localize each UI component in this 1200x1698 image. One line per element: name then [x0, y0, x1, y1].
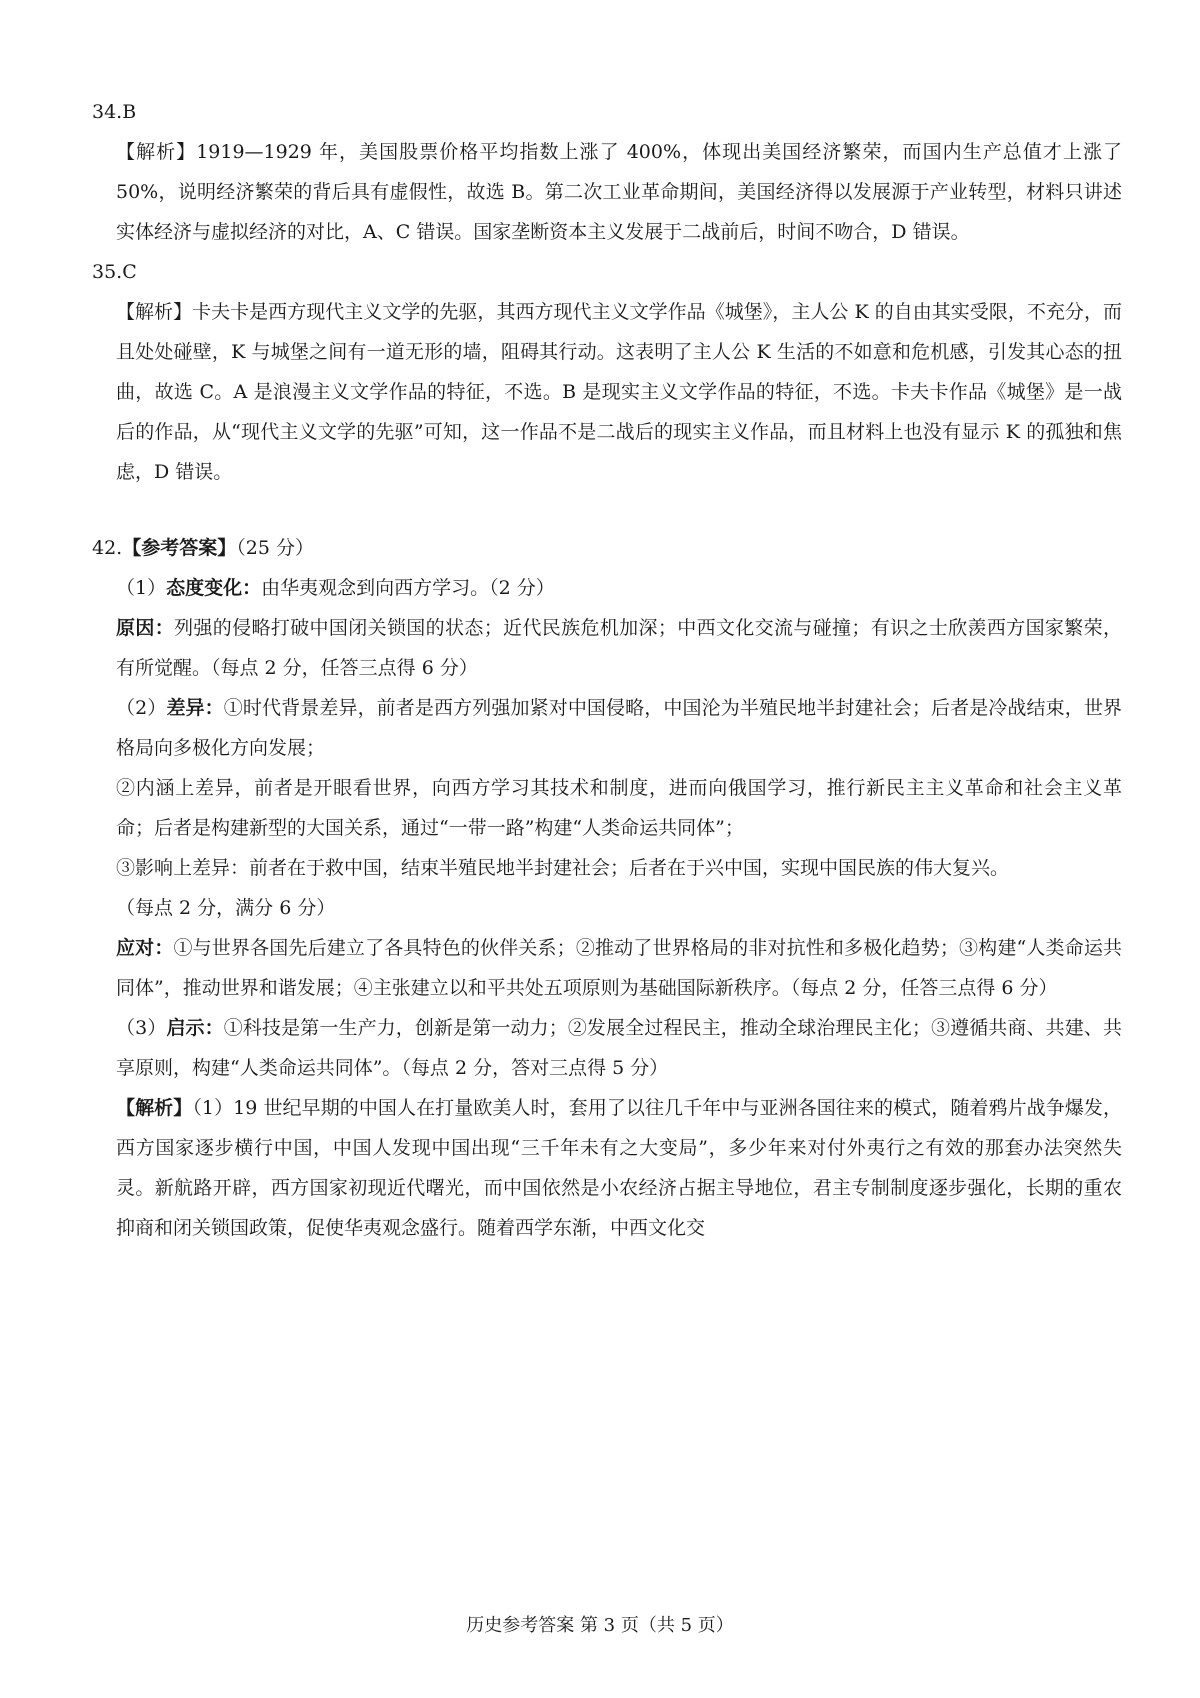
q34-analysis [116, 132, 1122, 252]
q42-p1-text: 由华夷观念到向西方学习。（2 分） [261, 577, 555, 599]
q42-part3 [116, 1008, 1122, 1088]
section-gap [92, 492, 1122, 528]
q34-analysis-text: 1919—1929 年，美国股票价格平均指数上涨了 400%，体现出美国经济繁荣，而国内生产总值才上涨了 50%，说明经济繁荣的背后具有虚假性，故选 B。第二次工业革命期间，美国经济得以发展源于产业转型，材料只讲述实体经济与虚拟经济的对比，A、C 错误。国家垄断资本主义发展于二战前后，时间不吻合，D 错误。 [116, 141, 1122, 243]
q42-reason [116, 608, 1122, 688]
q42-p2-label: 差异： [166, 697, 224, 719]
q42-p2-text: ①时代背景差异，前者是西方列强加紧对中国侵略，中国沦为半殖民地半封建社会；后者是冷战结束，世界格局向多极化方向发展； [116, 697, 1122, 759]
q34-analysis-tag: 【解析】 [116, 141, 197, 163]
q42-answer-tag: 【参考答案】 [122, 537, 237, 559]
q42-p2-item3: ③影响上差异：前者在于救中国，结束半殖民地半封建社会；后者在于兴中国，实现中国民族的伟大复兴。 [116, 857, 1010, 879]
q42-score: （25 分） [236, 537, 314, 559]
q42-p1-prefix: （1） [116, 577, 167, 599]
q42-response-label: 应对： [116, 937, 174, 959]
q42-reason-text: 列强的侵略打破中国闭关锁国的状态；近代民族危机加深；中西文化交流与碰撞；有识之士欣羡西方国家繁荣，有所觉醒。（每点 2 分，任答三点得 6 分） [116, 617, 1122, 679]
q42-response-text: ①与世界各国先后建立了各具特色的伙伴关系；②推动了世界格局的非对抗性和多极化趋势；③构建“人类命运共同体”，推动世界和谐发展；④主张建立以和平共处五项原则为基础国际新秩序。（每点 2 分，任答三点得 6 分） [116, 937, 1122, 999]
q42-number: 42. [92, 537, 123, 559]
q42-p2-prefix: （2） [116, 697, 167, 719]
q35-number: 35.C [92, 261, 137, 283]
q42-header [92, 528, 1122, 568]
q35-analysis [116, 292, 1122, 492]
q34-number: 34.B [92, 101, 137, 123]
q42-analysis [116, 1088, 1122, 1248]
q42-p2-item2: ②内涵上差异，前者是开眼看世界，向西方学习其技术和制度，进而向俄国学习，推行新民主主义革命和社会主义革命；后者是构建新型的大国关系，通过“一带一路”构建“人类命运共同体”； [116, 777, 1122, 839]
q42-analysis-text: （1）19 世纪早期的中国人在打量欧美人时，套用了以往几千年中与亚洲各国往来的模式，随着鸦片战争爆发，西方国家逐步横行中国，中国人发现中国出现“三千年未有之大变局”，多少年来对付外夷行之有效的那套办法突然失灵。新航路开辟，西方国家初现近代曙光，而中国依然是小农经济占据主导地位，君主专制制度逐步强化，长期的重农抑商和闭关锁国政策，促使华夷观念盛行。随着西学东渐，中西文化交 [116, 1097, 1122, 1239]
answer-content [92, 92, 1122, 1248]
q42-p3-text: ①科技是第一生产力，创新是第一动力；②发展全过程民主，推动全球治理民主化；③遵循共商、共建、共享原则，构建“人类命运共同体”。（每点 2 分，答对三点得 5 分） [116, 1017, 1122, 1079]
q42-response [116, 928, 1122, 1008]
q42-p1-label: 态度变化： [166, 577, 262, 599]
q42-p3-label: 启示： [166, 1017, 224, 1039]
q42-p2-score: （每点 2 分，满分 6 分） [116, 897, 336, 919]
q35-analysis-tag: 【解析】 [116, 301, 193, 323]
page-footer: 历史参考答案 第 3 页（共 5 页） [466, 1615, 734, 1636]
q42-analysis-tag: 【解析】 [116, 1097, 193, 1119]
q42-p3-prefix: （3） [116, 1017, 167, 1039]
q42-reason-label: 原因： [116, 617, 175, 639]
q42-part2 [116, 688, 1122, 768]
q42-part1 [116, 568, 1122, 608]
q35-analysis-text: 卡夫卡是西方现代主义文学的先驱，其西方现代主义文学作品《城堡》，主人公 K 的自由其实受限，不充分，而且处处碰壁，K 与城堡之间有一道无形的墙，阻碍其行动。这表明了主人公 K 生活的不如意和危机感，引发其心态的扭曲，故选 C。A 是浪漫主义文学作品的特征，不选。B 是现实主义文学作品的特征，不选。卡夫卡作品《城堡》是一战后的作品，从“现代主义文学的先驱”可知，这一作品不是二战后的现实主义作品，而且材料上也没有显示 K 的孤独和焦虑，D 错误。 [116, 301, 1122, 483]
